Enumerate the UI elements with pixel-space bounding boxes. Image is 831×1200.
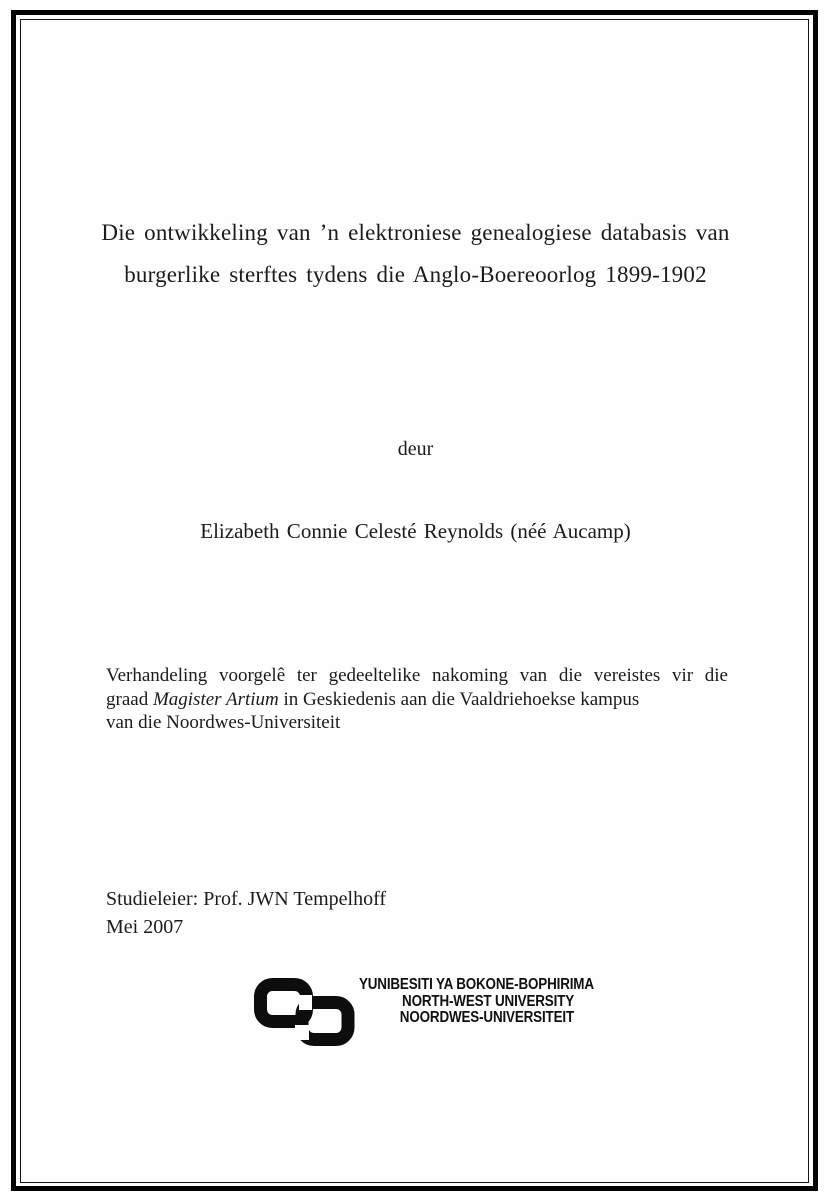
logo-line-afrikaans: NOORDWES-UNIVERSITEIT xyxy=(399,1009,574,1026)
thesis-title xyxy=(50,212,781,296)
submission-line3: van die Noordwes-Universiteit xyxy=(106,712,341,733)
date-line: Mei 2007 xyxy=(106,915,184,938)
submission-line2 xyxy=(106,688,728,712)
submission-statement xyxy=(106,664,728,735)
university-logo xyxy=(254,976,594,1047)
thesis-title-line2: burgerlike sterftes tydens die Anglo-Boereoorlog 1899-1902 xyxy=(124,262,707,287)
byline-label: deur xyxy=(397,438,434,460)
logo-line-setswana: YUNIBESITI YA BOKONE-BOPHIRIMA xyxy=(358,976,594,993)
supervisor-block xyxy=(106,886,386,941)
author-name: Elizabeth Connie Celesté Reynolds (néé Aucamp) xyxy=(200,519,631,543)
supervisor-line: Studieleier: Prof. JWN Tempelhoff xyxy=(106,888,387,910)
submission-line1: Verhandeling voorgelê ter gedeeltelike nakoming van die vereistes vir die xyxy=(106,665,728,686)
submission-line2-lead: graad xyxy=(106,688,153,710)
university-logo-text xyxy=(358,976,594,1027)
thesis-title-line1: Die ontwikkeling van ’n elektroniese genealogiese databasis van xyxy=(101,220,730,245)
degree-name-italic: Magister Artium xyxy=(152,688,279,710)
submission-line2-tail: in Geskiedenis aan die Vaaldriehoekse kampus xyxy=(278,688,640,710)
nwu-interlocked-links-icon xyxy=(254,978,355,1046)
logo-line-english: NORTH-WEST UNIVERSITY xyxy=(402,992,574,1010)
